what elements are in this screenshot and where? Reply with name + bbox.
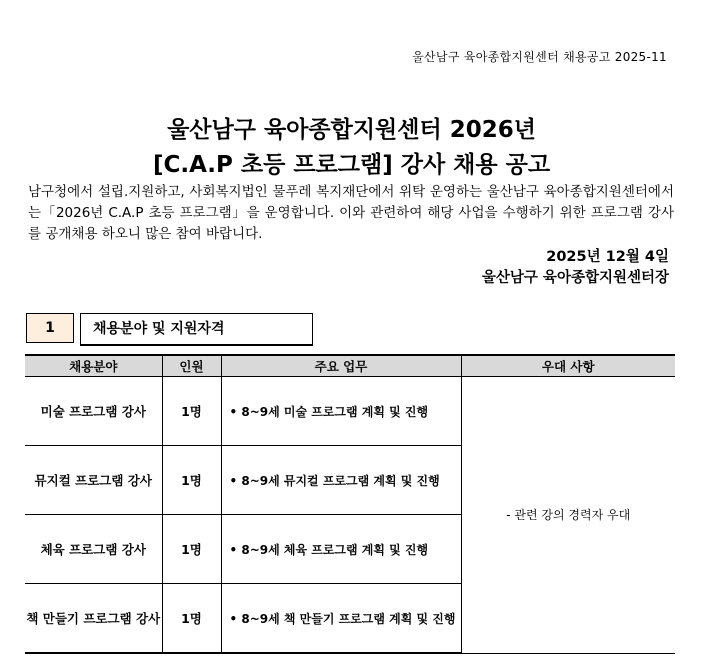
header-field: 채용분야 xyxy=(25,355,162,377)
field-cell: 체육 프로그램 강사 xyxy=(25,515,162,584)
announcement-date: 2025년 12월 4일 xyxy=(546,249,669,265)
count-cell: 1명 xyxy=(162,377,221,446)
title-line-2: [C.A.P 초등 프로그램] 강사 채용 공고 xyxy=(152,152,551,178)
document-reference: 울산남구 육아종합지원센터 채용공고 2025-11 xyxy=(412,50,667,64)
table-row xyxy=(25,377,675,446)
duty-cell: • 8~9세 책 만들기 프로그램 계획 및 진행 xyxy=(221,584,461,654)
intro-paragraph: 남구청에서 설립.지원하고, 사회복지법인 물푸레 복지재단에서 위탁 운영하는 울산남구 육아종합지원센터에서는「2026년 C.A.P 초등 프로그램」을 운영합니다. 이와 관련하여 해당 사업을 수행하기 위한 프로그램 강사를 공개채용 하오니 많은 참여 바랍니다. xyxy=(28,184,674,242)
duty-cell: • 8~9세 체육 프로그램 계획 및 진행 xyxy=(221,515,461,584)
preference-cell: - 관련 강의 경력자 우대 xyxy=(461,377,675,654)
field-cell: 미술 프로그램 강사 xyxy=(25,377,162,446)
field-cell: 책 만들기 프로그램 강사 xyxy=(25,584,162,654)
count-cell: 1명 xyxy=(162,515,221,584)
header-duty: 주요 업무 xyxy=(221,355,461,377)
header-preference: 우대 사항 xyxy=(461,355,675,377)
count-cell: 1명 xyxy=(162,584,221,654)
issuer-name: 울산남구 육아종합지원센터장 xyxy=(481,270,669,286)
duty-cell: • 8~9세 뮤지컬 프로그램 계획 및 진행 xyxy=(221,446,461,515)
count-cell: 1명 xyxy=(162,446,221,515)
section-number: 1 xyxy=(26,313,74,343)
recruitment-table xyxy=(25,354,675,654)
field-cell: 뮤지컬 프로그램 강사 xyxy=(25,446,162,515)
title-line-1: 울산남구 육아종합지원센터 2026년 xyxy=(167,117,536,143)
duty-cell: • 8~9세 미술 프로그램 계획 및 진행 xyxy=(221,377,461,446)
header-count: 인원 xyxy=(162,355,221,377)
section-title: 채용분야 및 지원자격 xyxy=(80,313,313,346)
table-header-row xyxy=(25,355,675,377)
